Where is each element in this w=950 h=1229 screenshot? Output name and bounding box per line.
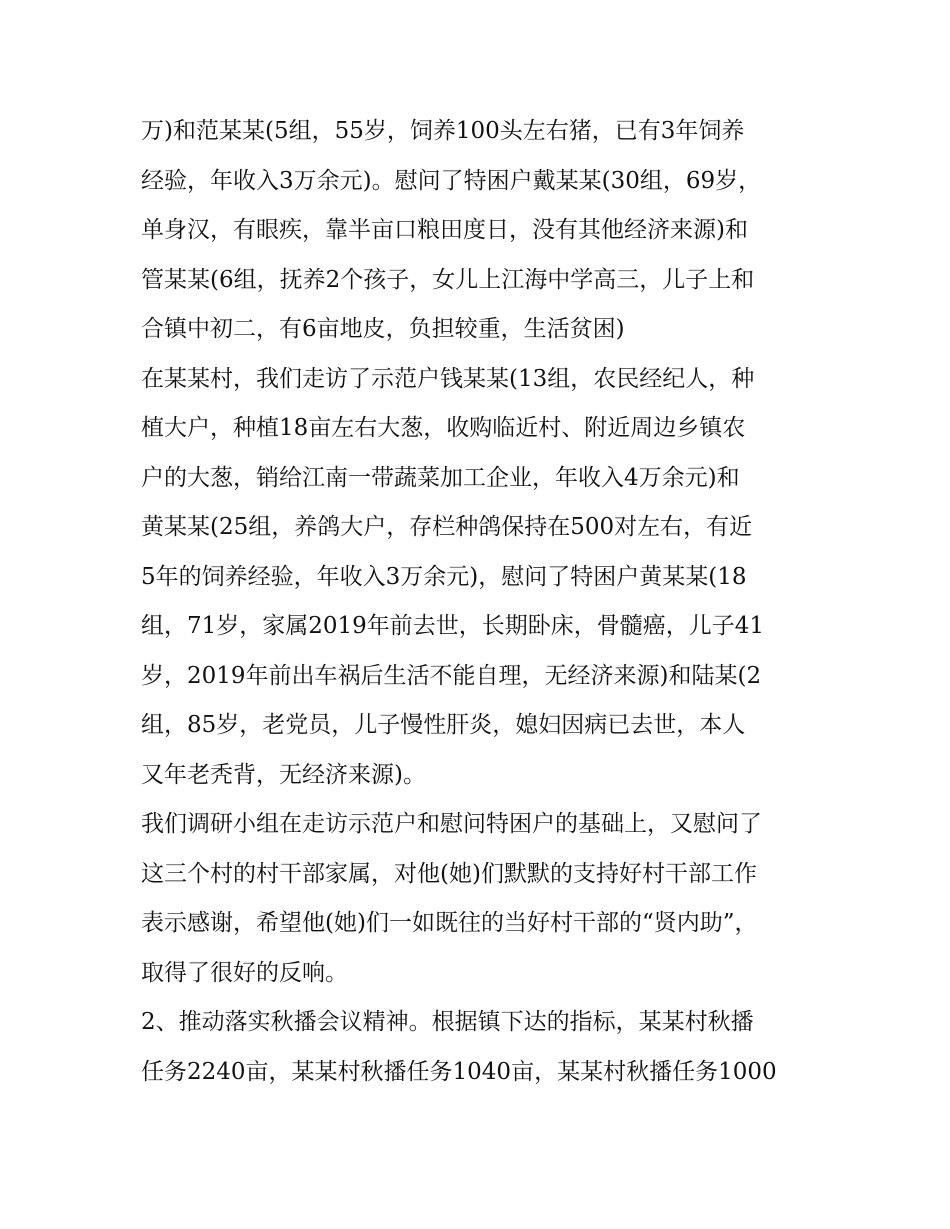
- text-line: 组，85岁，老党员，儿子慢性肝炎，媳妇因病已去世，本人: [141, 712, 746, 738]
- text-line: 取得了很好的反响。: [141, 960, 348, 986]
- text-line: 植大户，种植18亩左右大葱，收购临近村、附近周边乡镇农: [141, 415, 746, 441]
- text-line: 表示感谢，希望他(她)们一如既往的当好村干部的“贤内助”，: [141, 910, 758, 936]
- text-line: 合镇中初二，有6亩地皮，负担较重，生活贫困): [141, 316, 625, 342]
- text-line: 户的大葱，销给江南一带蔬菜加工企业，年收入4万余元)和: [141, 465, 740, 491]
- text-line: 在某某村，我们走访了示范户钱某某(13组，农民经纪人，种: [141, 366, 755, 392]
- text-line: 任务2240亩，某某村秋播任务1040亩，某某村秋播任务1000: [141, 1059, 777, 1085]
- text-line: 黄某某(25组，养鸽大户，存栏种鸽保持在500对左右，有近: [141, 514, 753, 540]
- text-line: 组，71岁，家属2019年前去世，长期卧床，骨髓癌，儿子41: [141, 613, 765, 639]
- text-line: 这三个村的村干部家属，对他(她)们默默的支持好村干部工作: [141, 861, 757, 887]
- text-line: 万)和范某某(5组，55岁，饲养100头左右猪，已有3年饲养: [141, 118, 745, 144]
- text-line: 管某某(6组，抚养2个孩子，女儿上江海中学高三，儿子上和: [141, 267, 755, 293]
- text-line: 又年老秃背，无经济来源)。: [141, 762, 426, 788]
- text-line: 单身汉，有眼疾，靠半亩口粮田度日，没有其他经济来源)和: [141, 217, 748, 243]
- text-line: 岁，2019年前出车祸后生活不能自理，无经济来源)和陆某(2: [141, 663, 762, 689]
- text-line: 经验，年收入3万余元)。慰问了特困户戴某某(30组，69岁，: [141, 168, 762, 194]
- text-line: 我们调研小组在走访示范户和慰问特困户的基础上，又慰问了: [141, 811, 762, 837]
- text-line: 2、推动落实秋播会议精神。根据镇下达的指标，某某村秋播: [141, 1009, 754, 1035]
- text-line: 5年的饲养经验，年收入3万余元)，慰问了特困户黄某某(18: [141, 564, 747, 590]
